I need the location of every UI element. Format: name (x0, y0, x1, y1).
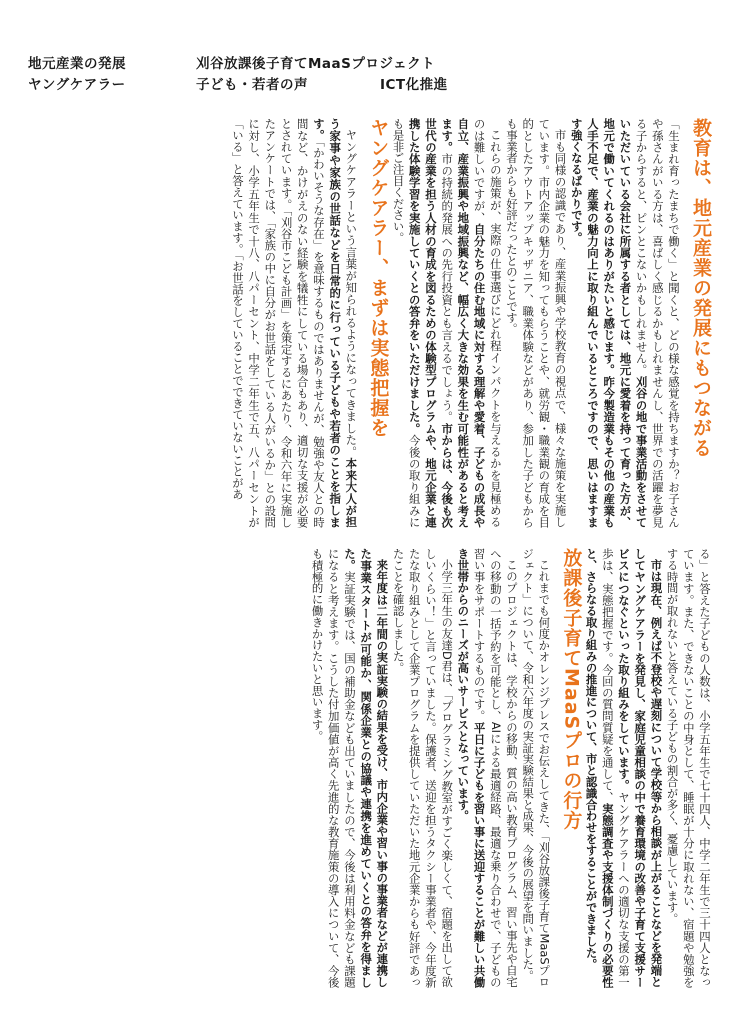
header-label-ict: ICT化推進 (380, 77, 448, 93)
heading-maas-project: 放課後子育てMaaSプロの行方 (560, 548, 583, 831)
paragraph: ヤングケアラーという言葉が知られるようになってきました。本来大人が担う家事や家族の世話などを日常的に行っている子どもや若者のことを指します。「かわいそうな存在」を意味するものではありませんが、勉強や友人との時間など、かけがえのない経験を犠牲にしている場合もあり、適切な支援が必要とされています。「刈谷市こども計画」を策定するにあたり、令和六年に実施したアンケートでは、「家族の中に自分がお世話をしている人がいるか」との設問に対し、小学五年生で十八、八パーセント、中学二年生で五、八パーセントが「いる」と答えています。「お世話をしていることでできていないことがあ (230, 118, 359, 528)
article-section-top (28, 118, 713, 528)
paragraph: 小学三年生の友達D君は、「プログラミング教室がすごく楽しくて、宿題を出して欲しいくらい！」と言っていました。保護者、送迎を担うタクシー事業者や、今年度新たな取り組みとして企業プログラムを提供していただいた地元企業からも好評であったことを確認しました。 (391, 548, 455, 988)
heading-young-carer: ヤングケアラー、まずは実態把握を (367, 118, 390, 438)
header-label-young-carer: ヤングケアラー (28, 77, 126, 93)
paragraph: 「生まれ育ったまちで働く」と聞くと、どの様な感覚を持ちますか？お子さんや孫さんがいる方は、喜ばしく感じるかもしれませんし、世界での活躍を夢見る子からすると、ピンとこないかもしれません。刈谷の地で事業活動をさせていただいている会社に所属する者としては、地元に愛着を持って育った方が、地元で働いてくれるのはありがたいと感じます。昨今製造業もその他の産業も人手不足で、産業の魅力向上に取り組んでいるところですので、思いはますます強くなるばかりです。 (569, 118, 681, 528)
paragraph: 来年度は二年間の実証実験の結果を受け、市内企業や習い事の事業者などが連携した事業スタートが可能か、関係企業との協議や連携を進めていくとの答弁を得ました。実証実験では、国の補助金なども出ていましたので、今後は利用料金なども課題になると考えます。こうした付加価値が高く先進的な教育施策の導入について、今後も積極的に働きかけたいと思います。 (310, 548, 390, 988)
paragraph: これまでも何度かオレンジプレスでお伝えしてきた、「刈谷放課後子育てMaaSプロジェクト」について、令和六年度の実証実験結果と成果、今後の展望を問いました。 (521, 548, 552, 988)
paragraph: る」と答えた子どもの人数は、小学五年生で七十四人、中学二年生で三十四人となっています。また、できないことの中身として、睡眠が十分に取れない、宿題や勉強をする時間が取れないと答えている子どもの割合が多く、憂慮しています。 (665, 548, 712, 988)
header-label-youth-voice: 子ども・若者の声 (196, 77, 308, 93)
header-label-local-industry: 地元産業の発展 (28, 56, 126, 72)
header-left (28, 54, 126, 96)
paragraph: 市は現在、例えば不登校や遅刻について学校等から相談が上がることなどを発端としてヤングケアラーを発見し、家庭児童相談の中で養育環境の改善や子育て支援サービスにつなぐといった取り組みをしています。ヤングケアラーへの適切な支援の第一歩は、実態把握です。今回の質問質疑を通して、実態調査や支援体制づくりの必要性と、さらなる取り組みの推進について、市と認識合わせをすることができました。 (584, 548, 664, 988)
paragraph: これらの施策が、実際の仕事選びにどれ程インパクトを与えるかを見極めるのは難しいですが、自分たちの住む地域に対する理解や愛着、子どもの成長や自立、産業振興や地域振興など、幅広く大きな効果を生む可能性があると考えます。市の持続的発展への先行投資とも言えるでしょう。市からは、今後も次世代の産業を担う人材の育成を図るための体験型プログラムや、地元企業と連携した体験学習を実施していくとの答弁をいただけました。今後の取り組みにも是非ご注目ください。 (391, 118, 503, 528)
article-section-bottom (28, 548, 713, 988)
paragraph: 市も同様の認識であり、産業振興や学校教育の視点で、様々な施策を実施しています。市内企業の魅力を知ってもらうことや、就労観・職業観の育成を目的としたアウトアップキッザニア、職業体験などがあり、参加した子どもからも事業者からも好評だったとのことです。 (504, 118, 568, 528)
paragraph: このプロジェクトは、学校からの移動、質の高い教育プログラム、習い事先や自宅への移動の一括予約を可能とし、AIによる最適経路、最適な乗り合わせで、子どもの習い事をサポートするものです。平日に子どもを習い事に送迎することが難しい共働き世帯からのニーズが高いサービスとなっています。 (456, 548, 519, 988)
header-label-maas-project: 刈谷放課後子育てMaaSプロジェクト (196, 56, 436, 72)
heading-education: 教育は、地元産業の発展にもつながる (690, 118, 712, 458)
